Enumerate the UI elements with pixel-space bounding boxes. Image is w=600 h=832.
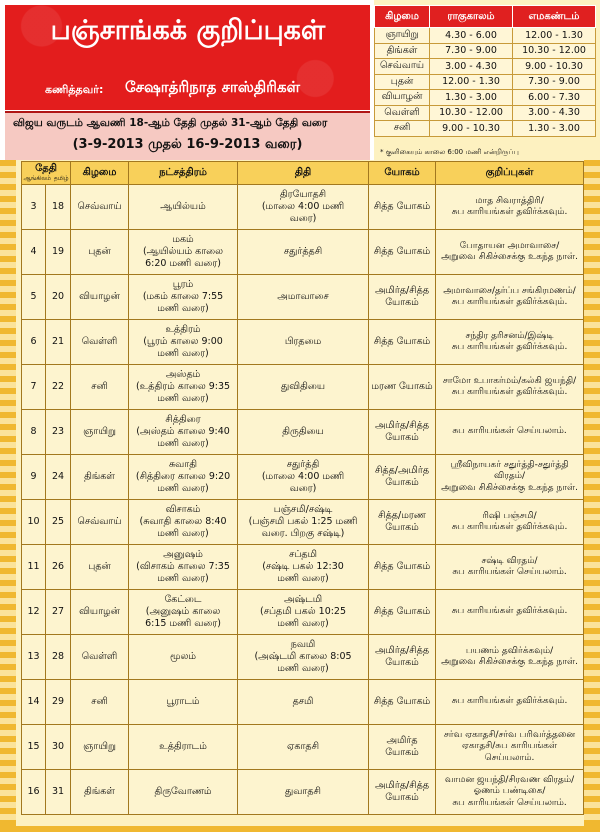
nakshatra: பூராடம் <box>129 680 238 725</box>
weekday: சனி <box>71 680 129 725</box>
tithi: திருதியை <box>238 410 369 455</box>
header-notes: குறிப்புகள் <box>436 162 584 185</box>
nakshatra: விசாகம் (சுவாதி காலை 8:40 மணி வரை) <box>129 500 238 545</box>
table-row <box>22 320 584 365</box>
date-english: 14 <box>22 680 46 725</box>
decorative-border-bottom <box>0 826 600 832</box>
rahu-time: 1.30 - 3.00 <box>430 90 513 106</box>
tithi: சதுர்த்தசி <box>238 230 369 275</box>
yogam: சித்த/மரண யோகம் <box>369 500 436 545</box>
rahu-header-rahu: ராகுகாலம் <box>430 6 513 28</box>
tithi: தசமி <box>238 680 369 725</box>
author-label: கணித்தவர்: <box>45 83 104 96</box>
yogam: அமிர்த/சித்த யோகம் <box>369 635 436 680</box>
weekday: புதன் <box>71 230 129 275</box>
notes: சுப காரியங்கள் தவிர்க்கவும். <box>436 590 584 635</box>
header-date-english: ஆங்கிலம் <box>23 175 52 182</box>
weekday: வெள்ளி <box>71 320 129 365</box>
date-english: 10 <box>22 500 46 545</box>
date-tamil: 31 <box>46 770 71 815</box>
rahu-note: * குளிகையும் காலை 6:00 மணி என்றிருப்பு <box>380 148 519 156</box>
table-row <box>22 230 584 275</box>
header-yogam: யோகம் <box>369 162 436 185</box>
yogam: அமிர்த யோகம் <box>369 725 436 770</box>
tithi: அமாவாசை <box>238 275 369 320</box>
notes: மாத சிவராத்திரி/ சுப காரியங்கள் தவிர்க்கவும். <box>436 185 584 230</box>
nakshatra: பூரம் (மகம் காலை 7:55 மணி வரை) <box>129 275 238 320</box>
rahu-day: ஞாயிறு <box>375 28 430 44</box>
nakshatra: சித்திரை (அஸ்தம் காலை 9:40 மணி வரை) <box>129 410 238 455</box>
yogam: சித்த யோகம் <box>369 545 436 590</box>
yogam: சித்த யோகம் <box>369 680 436 725</box>
rahu-row <box>375 74 596 90</box>
date-english: 15 <box>22 725 46 770</box>
date-english: 8 <box>22 410 46 455</box>
rahu-row <box>375 90 596 106</box>
rahu-time: 9.00 - 10.30 <box>430 121 513 137</box>
date-english: 12 <box>22 590 46 635</box>
date-tamil: 25 <box>46 500 71 545</box>
date-english: 16 <box>22 770 46 815</box>
table-row <box>22 455 584 500</box>
nakshatra: ஆயில்யம் <box>129 185 238 230</box>
notes: சர்வ ஏகாதசி/சர்வ பரிவர்த்தனை ஏகாதசி/சுப காரியங்கள் செய்யலாம். <box>436 725 584 770</box>
date-english: 9 <box>22 455 46 500</box>
date-english: 13 <box>22 635 46 680</box>
subtitle-band <box>5 111 370 160</box>
date-tamil: 23 <box>46 410 71 455</box>
decorative-border-right <box>584 160 600 832</box>
rahu-row <box>375 43 596 59</box>
yogam: சித்த யோகம் <box>369 590 436 635</box>
header-tithi: திதி <box>238 162 369 185</box>
nakshatra: கேட்டை (அனுஷம் காலை 6:15 மணி வரை) <box>129 590 238 635</box>
table-row <box>22 590 584 635</box>
weekday: வெள்ளி <box>71 635 129 680</box>
rahu-time: 4.30 - 6.00 <box>430 28 513 44</box>
panchangam-table <box>21 161 584 815</box>
date-english: 11 <box>22 545 46 590</box>
notes: சுப காரியங்கள் தவிர்க்கவும். <box>436 680 584 725</box>
tithi: திரயோதசி (மாலை 4:00 மணி வரை) <box>238 185 369 230</box>
nakshatra: மகம் (ஆயில்யம் காலை 6:20 மணி வரை) <box>129 230 238 275</box>
rahu-day: சனி <box>375 121 430 137</box>
title-band <box>5 5 370 110</box>
weekday: ஞாயிறு <box>71 410 129 455</box>
tithi: பஞ்சமி/சஷ்டி (பஞ்சமி பகல் 1:25 மணி வரை. பிறகு சஷ்டி) <box>238 500 369 545</box>
date-tamil: 28 <box>46 635 71 680</box>
yogam: சித்த/அமிர்த யோகம் <box>369 455 436 500</box>
table-row <box>22 770 584 815</box>
notes: சாமோ உபாகர்மம்/கல்கி ஜயந்தி/ சுப காரியங்கள் தவிர்க்கவும். <box>436 365 584 410</box>
rahu-day: புதன் <box>375 74 430 90</box>
ema-time: 9.00 - 10.30 <box>513 59 596 75</box>
rahu-header-day: கிழமை <box>375 6 430 28</box>
notes: அமாவாசை/தர்ப்ப சங்கிரமணம்/ சுப காரியங்கள் தவிர்க்கவும். <box>436 275 584 320</box>
table-row <box>22 635 584 680</box>
rahu-row <box>375 59 596 75</box>
notes: ரிஷி பஞ்சமி/ சுப காரியங்கள் தவிர்க்கவும். <box>436 500 584 545</box>
ema-time: 12.00 - 1.30 <box>513 28 596 44</box>
table-row <box>22 500 584 545</box>
page-title: பஞ்சாங்கக் குறிப்புகள் <box>50 15 326 46</box>
header-date-tamil: தமிழ் <box>53 175 69 182</box>
nakshatra: திருவோணம் <box>129 770 238 815</box>
yogam: அமிர்த/சித்த யோகம் <box>369 770 436 815</box>
yogam: மரண யோகம் <box>369 365 436 410</box>
rahu-day: திங்கள் <box>375 43 430 59</box>
weekday: ஞாயிறு <box>71 725 129 770</box>
header-date <box>22 162 71 185</box>
notes: சஷ்டி விரதம்/ சுப காரியங்கள் செய்யலாம். <box>436 545 584 590</box>
tithi: சதுர்த்தி (மாலை 4:00 மணி வரை) <box>238 455 369 500</box>
tithi: துவிதியை <box>238 365 369 410</box>
yogam: சித்த யோகம் <box>369 230 436 275</box>
date-tamil: 22 <box>46 365 71 410</box>
table-row <box>22 185 584 230</box>
nakshatra: மூலம் <box>129 635 238 680</box>
notes: சுப காரியங்கள் செய்யலாம். <box>436 410 584 455</box>
yogam: சித்த யோகம் <box>369 185 436 230</box>
weekday: வியாழன் <box>71 590 129 635</box>
notes: ஸ்ரீவிநாயகர் சதுர்த்தி-சதுர்த்தி விரதம்/ அறுவை சிகிச்சைக்கு உகந்த நாள். <box>436 455 584 500</box>
nakshatra: அனுஷம் (விசாகம் காலை 7:35 மணி வரை) <box>129 545 238 590</box>
rahu-day: வெள்ளி <box>375 105 430 121</box>
date-english: 7 <box>22 365 46 410</box>
table-row <box>22 275 584 320</box>
date-english: 6 <box>22 320 46 365</box>
date-english: 5 <box>22 275 46 320</box>
ema-time: 10.30 - 12.00 <box>513 43 596 59</box>
weekday: புதன் <box>71 545 129 590</box>
header-star: நட்சத்திரம் <box>129 162 238 185</box>
date-range-english: (3-9-2013 முதல் 16-9-2013 வரை) <box>72 137 303 152</box>
rahu-day: வியாழன் <box>375 90 430 106</box>
date-tamil: 27 <box>46 590 71 635</box>
yogam: அமிர்த/சித்த யோகம் <box>369 275 436 320</box>
tithi: ஏகாதசி <box>238 725 369 770</box>
date-tamil: 26 <box>46 545 71 590</box>
ema-time: 1.30 - 3.00 <box>513 121 596 137</box>
nakshatra: உத்திரம் (பூரம் காலை 9:00 மணி வரை) <box>129 320 238 365</box>
rahu-time: 12.00 - 1.30 <box>430 74 513 90</box>
date-tamil: 30 <box>46 725 71 770</box>
date-english: 4 <box>22 230 46 275</box>
date-range-tamil: விஜய வருடம் ஆவணி 18-ஆம் தேதி முதல் 31-ஆம் தேதி வரை <box>13 117 328 129</box>
tithi: அஷ்டமி (சப்தமி பகல் 10:25 மணி வரை) <box>238 590 369 635</box>
rahu-time: 10.30 - 12.00 <box>430 105 513 121</box>
date-tamil: 18 <box>46 185 71 230</box>
rahu-time: 7.30 - 9.00 <box>430 43 513 59</box>
table-row <box>22 365 584 410</box>
ema-time: 3.00 - 4.30 <box>513 105 596 121</box>
table-row <box>22 680 584 725</box>
date-tamil: 29 <box>46 680 71 725</box>
date-tamil: 21 <box>46 320 71 365</box>
ema-time: 7.30 - 9.00 <box>513 74 596 90</box>
weekday: திங்கள் <box>71 770 129 815</box>
nakshatra: அஸ்தம் (உத்திரம் காலை 9:35 மணி வரை) <box>129 365 238 410</box>
yogam: சித்த யோகம் <box>369 320 436 365</box>
rahu-row <box>375 28 596 44</box>
tithi: சப்தமி (சஷ்டி பகல் 12:30 மணி வரை) <box>238 545 369 590</box>
header-day: கிழமை <box>71 162 129 185</box>
ema-time: 6.00 - 7.30 <box>513 90 596 106</box>
weekday: செவ்வாய் <box>71 185 129 230</box>
weekday: சனி <box>71 365 129 410</box>
notes: சந்திர தரிசனம்/இஷ்டி சுப காரியங்கள் தவிர்க்கவும். <box>436 320 584 365</box>
weekday: திங்கள் <box>71 455 129 500</box>
notes: பயணம் தவிர்க்கவும்/ அறுவை சிகிச்சைக்கு உகந்த நாள். <box>436 635 584 680</box>
weekday: வியாழன் <box>71 275 129 320</box>
header-date-label: தேதி <box>35 163 57 174</box>
tithi: பிரதமை <box>238 320 369 365</box>
rahu-day: செவ்வாய் <box>375 59 430 75</box>
notes: போதாயன அமாவாசை/ அறுவை சிகிச்சைக்கு உகந்த நாள். <box>436 230 584 275</box>
yogam: அமிர்த/சித்த யோகம் <box>369 410 436 455</box>
date-tamil: 19 <box>46 230 71 275</box>
tithi: நவமி (அஷ்டமி காலை 8:05 மணி வரை) <box>238 635 369 680</box>
date-tamil: 24 <box>46 455 71 500</box>
decorative-border-left <box>0 160 16 832</box>
rahu-row <box>375 121 596 137</box>
nakshatra: உத்திராடம் <box>129 725 238 770</box>
header <box>0 0 374 160</box>
notes: வாமன ஜயந்தி/சிரவண விரதம்/ ஓணம் பண்டிகை/ சுப காரியங்கள் செய்யலாம். <box>436 770 584 815</box>
table-row <box>22 410 584 455</box>
date-english: 3 <box>22 185 46 230</box>
rahu-kalam-table <box>374 5 596 137</box>
rahu-time: 3.00 - 4.30 <box>430 59 513 75</box>
rahu-header-ema: எமகண்டம் <box>513 6 596 28</box>
weekday: செவ்வாய் <box>71 500 129 545</box>
author-name: சேஷாத்ரிநாத சாஸ்திரிகள் <box>125 78 301 96</box>
rahu-row <box>375 105 596 121</box>
tithi: துவாதசி <box>238 770 369 815</box>
table-row <box>22 545 584 590</box>
date-tamil: 20 <box>46 275 71 320</box>
table-row <box>22 725 584 770</box>
nakshatra: சுவாதி (சித்திரை காலை 9:20 மணி வரை) <box>129 455 238 500</box>
